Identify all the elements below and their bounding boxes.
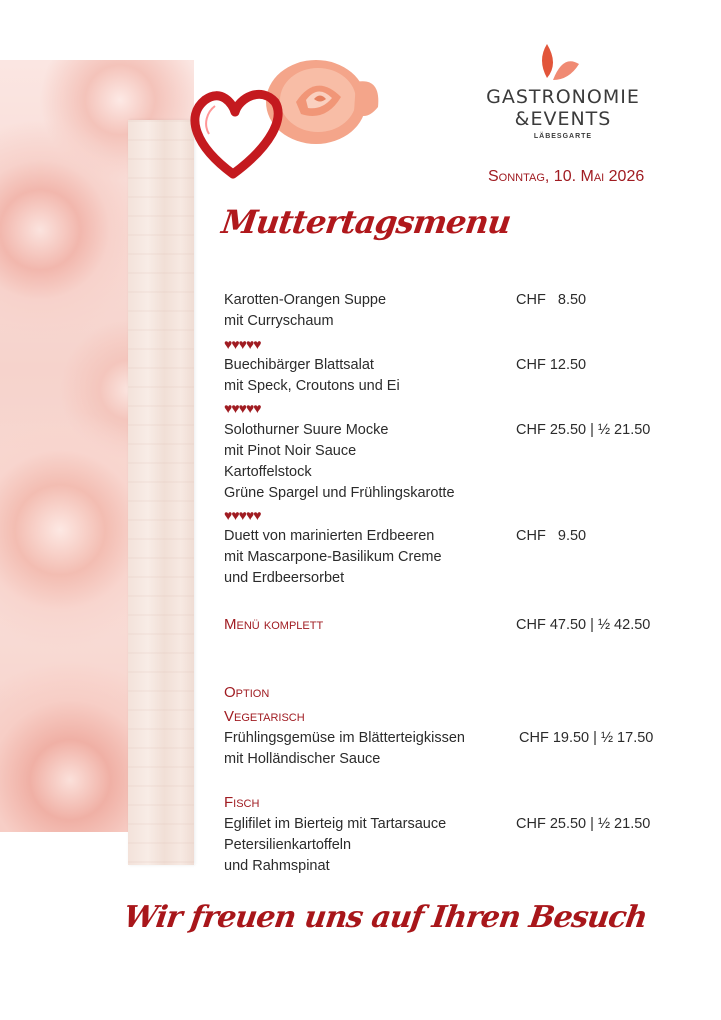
course-2-price: CHF 12.50 <box>516 357 587 373</box>
course-2-line-1: Buechibärger Blattsalat <box>224 357 374 373</box>
fish-line-1: Eglifilet im Bierteig mit Tartarsauce <box>224 816 447 832</box>
course-2-line-2: mit Speck, Croutons und Ei <box>224 378 400 394</box>
course-3-price: CHF 25.50 | ½ 21.50 <box>516 422 651 438</box>
course-4-line-2: mit Mascarpone-Basilikum Creme <box>224 549 442 565</box>
course-3-line-4: Grüne Spargel und Frühlingskarotte <box>224 485 455 501</box>
complete-menu-label: Menü komplett <box>224 616 324 633</box>
course-3-line-3: Kartoffelstock <box>224 464 312 480</box>
course-1-line-2: mit Curryschaum <box>224 313 334 329</box>
course-4-price: CHF 9.50 <box>516 528 587 544</box>
course-4-line-1: Duett von marinierten Erdbeeren <box>224 528 435 544</box>
event-date: Sonntag, 10. Mai 2026 <box>488 168 645 185</box>
footer-greeting: Wir freuen uns auf Ihren Besuch <box>121 900 650 935</box>
hearts-divider-icon: ♥♥♥♥♥ <box>224 507 261 523</box>
vegetarian-label: Vegetarisch <box>224 708 305 725</box>
hearts-divider-icon: ♥♥♥♥♥ <box>224 336 261 352</box>
menu-title: Muttertagsmenu <box>219 203 513 241</box>
vegetarian-line-2: mit Holländischer Sauce <box>224 751 381 767</box>
option-label: Option <box>224 684 270 701</box>
complete-menu-price: CHF 47.50 | ½ 42.50 <box>516 617 651 633</box>
course-4-line-3: und Erdbeersorbet <box>224 570 345 586</box>
company-logo <box>478 42 648 140</box>
logo-line-2: &EVENTS <box>514 108 612 130</box>
fish-line-2: Petersilienkartoffeln <box>224 837 352 853</box>
fish-label: Fisch <box>224 794 260 811</box>
vegetarian-line-1: Frühlingsgemüse im Blätterteigkissen <box>224 730 465 746</box>
logo-subtitle: LÄBESGARTE <box>533 133 593 140</box>
fish-line-3: und Rahmspinat <box>224 858 330 874</box>
leaf-logo-icon <box>533 42 593 82</box>
course-1-line-1: Karotten-Orangen Suppe <box>224 292 387 308</box>
fish-price: CHF 25.50 | ½ 21.50 <box>516 816 651 832</box>
logo-line-1: GASTRONOMIE <box>486 86 640 108</box>
course-3-line-2: mit Pinot Noir Sauce <box>224 443 357 459</box>
wood-strip-decoration <box>128 120 194 865</box>
heart-icon <box>185 86 283 182</box>
hearts-divider-icon: ♥♥♥♥♥ <box>224 400 261 416</box>
course-3-line-1: Solothurner Suure Mocke <box>224 422 389 438</box>
course-1-price: CHF 8.50 <box>516 292 587 308</box>
vegetarian-price: CHF 19.50 | ½ 17.50 <box>519 730 654 746</box>
